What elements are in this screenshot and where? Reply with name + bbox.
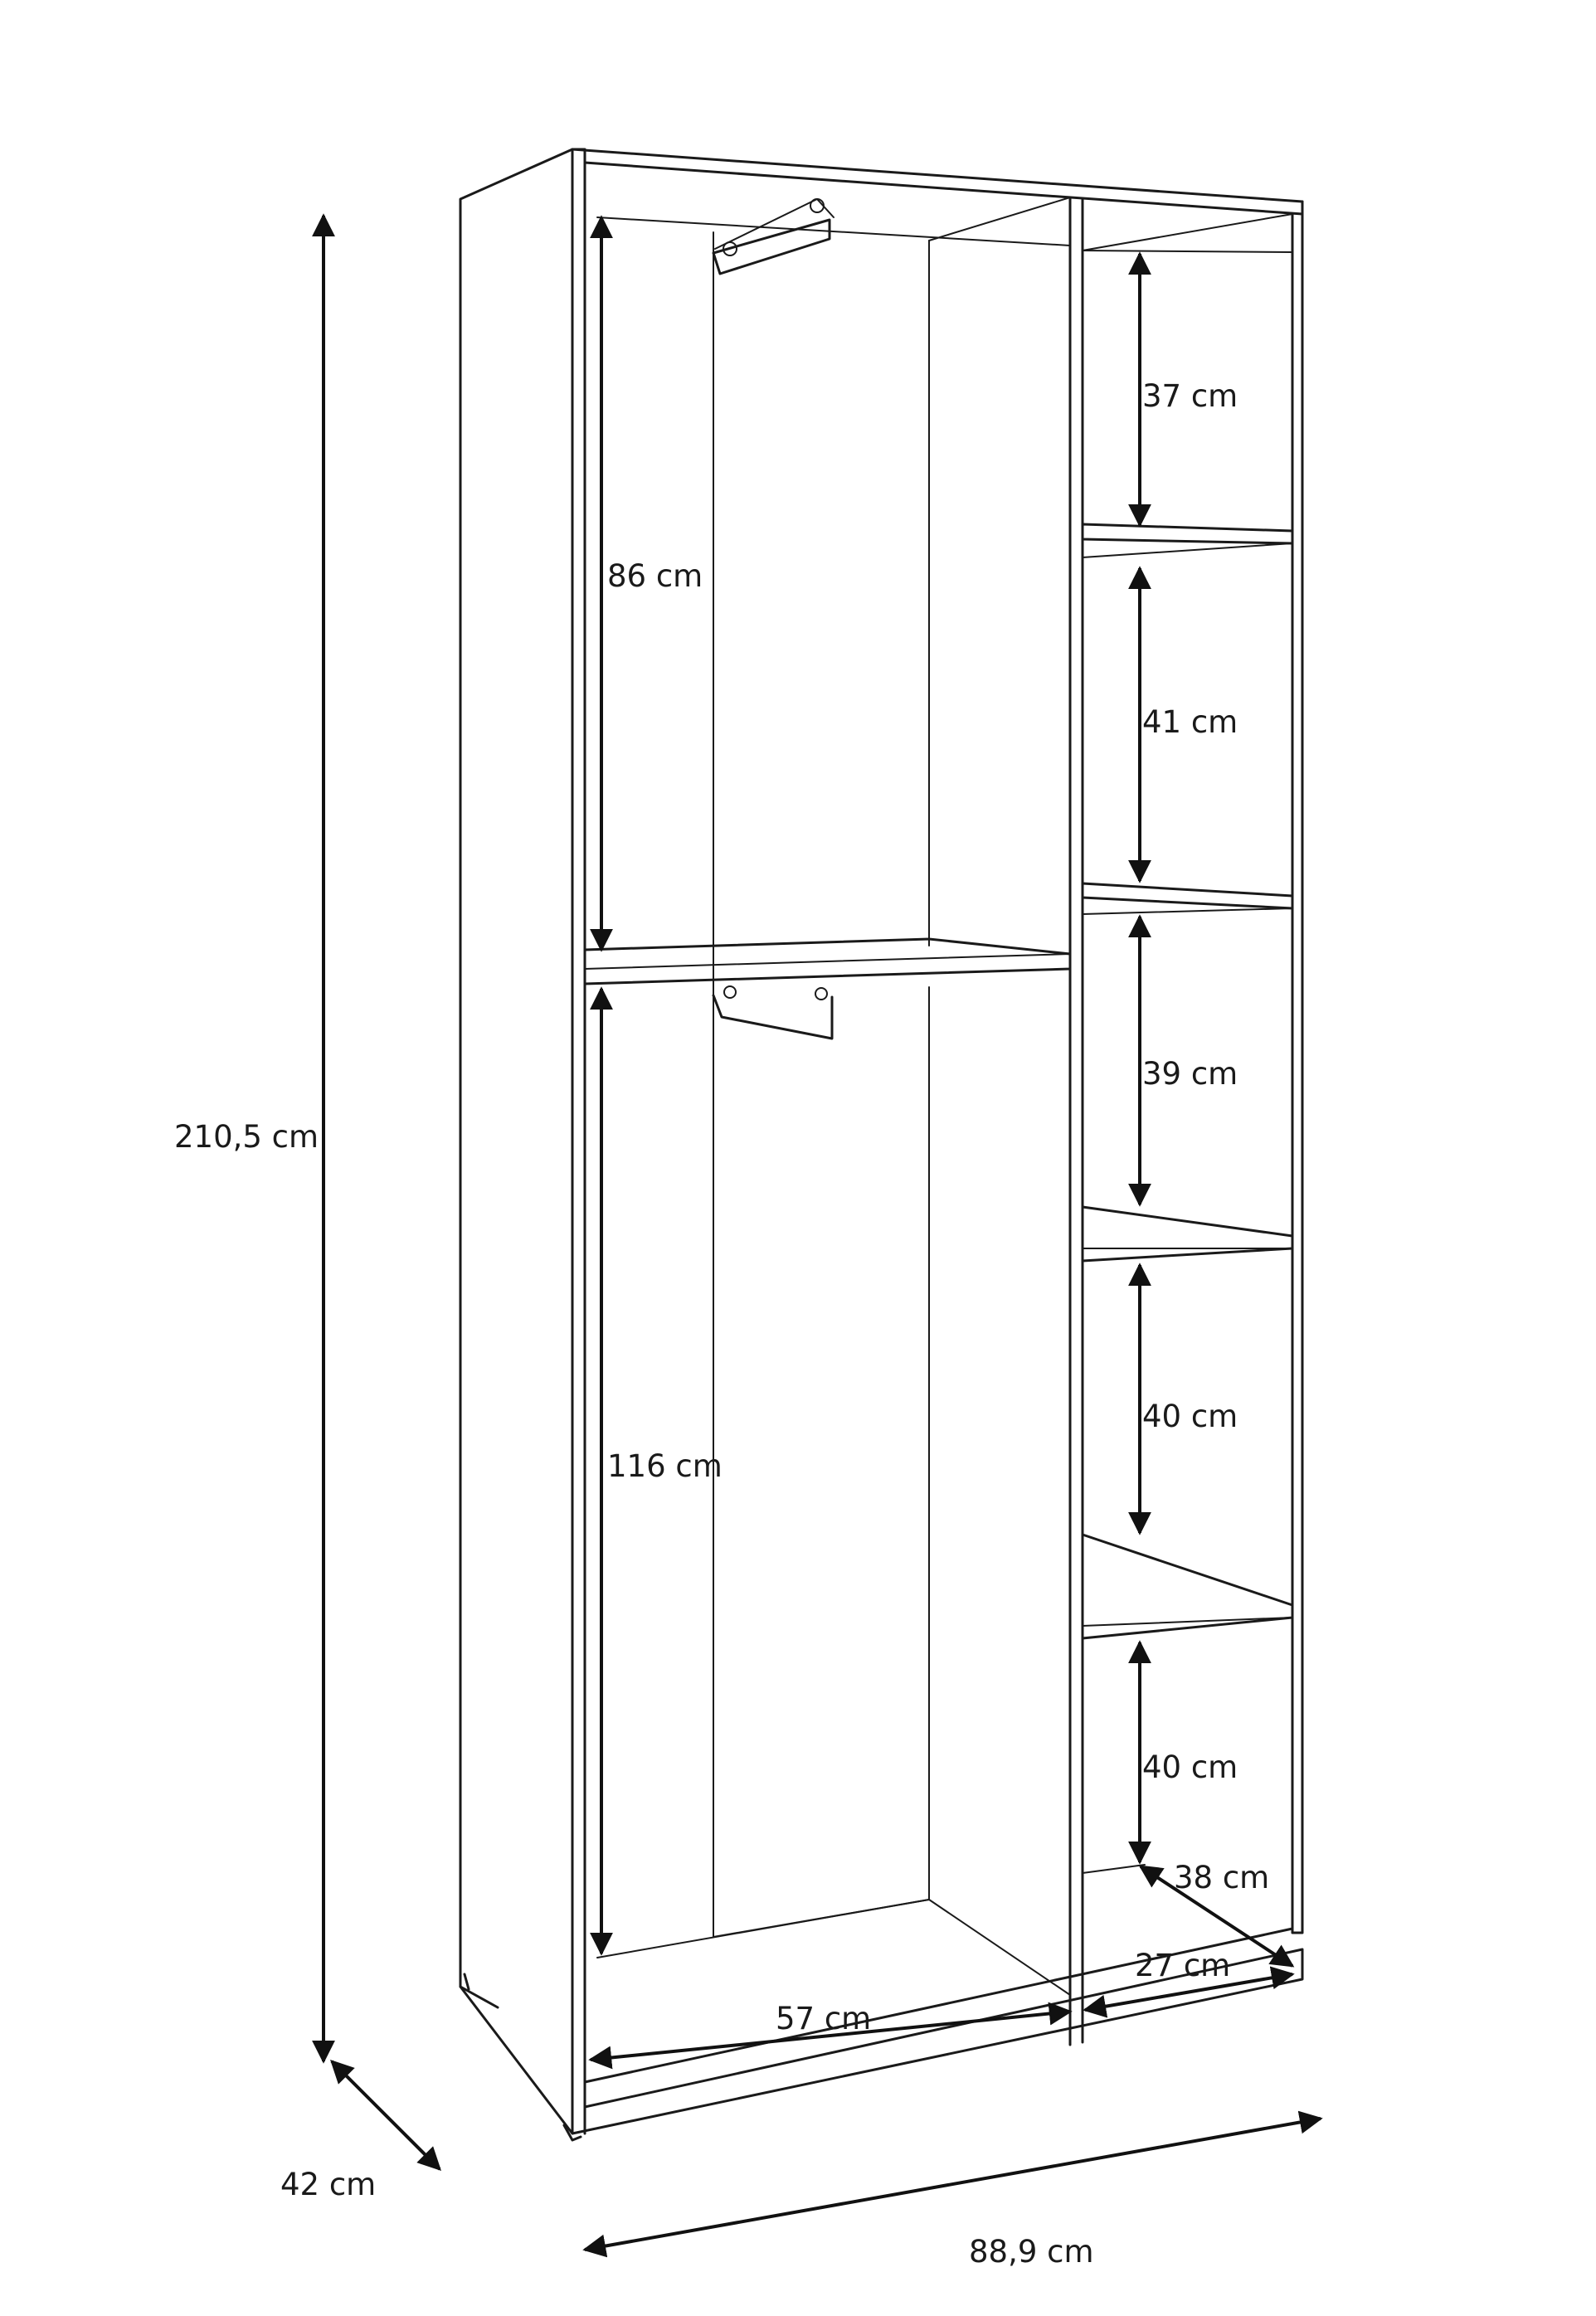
shelf-gap-1-label: 37 cm [1142,378,1238,414]
shelf-width-label: 27 cm [1135,1948,1231,1983]
total-width-label: 88,9 cm [969,2234,1094,2270]
depth-arrow [332,2061,440,2169]
shelf-gap-4-label: 40 cm [1142,1399,1238,1434]
total-height-label: 210,5 cm [174,1119,319,1155]
dimension-labels [174,378,1269,2270]
upper-hanging-label: 86 cm [607,558,703,594]
shelf-gap-2-label: 41 cm [1142,704,1238,740]
shelf-gap-3-label: 39 cm [1142,1056,1238,1092]
dimension-arrows [324,216,1321,2250]
lower-clothes-rail [713,986,832,1039]
depth-label: 42 cm [280,2167,377,2202]
lower-hanging-label: 116 cm [607,1448,723,1484]
shelf-gap-5-label: 40 cm [1142,1749,1238,1785]
hanging-width-label: 57 cm [776,2001,872,2036]
wardrobe-body [460,149,1302,2140]
shelf-depth-label: 38 cm [1174,1860,1270,1895]
total-width-arrow [585,2119,1321,2250]
upper-clothes-rail [713,199,834,274]
